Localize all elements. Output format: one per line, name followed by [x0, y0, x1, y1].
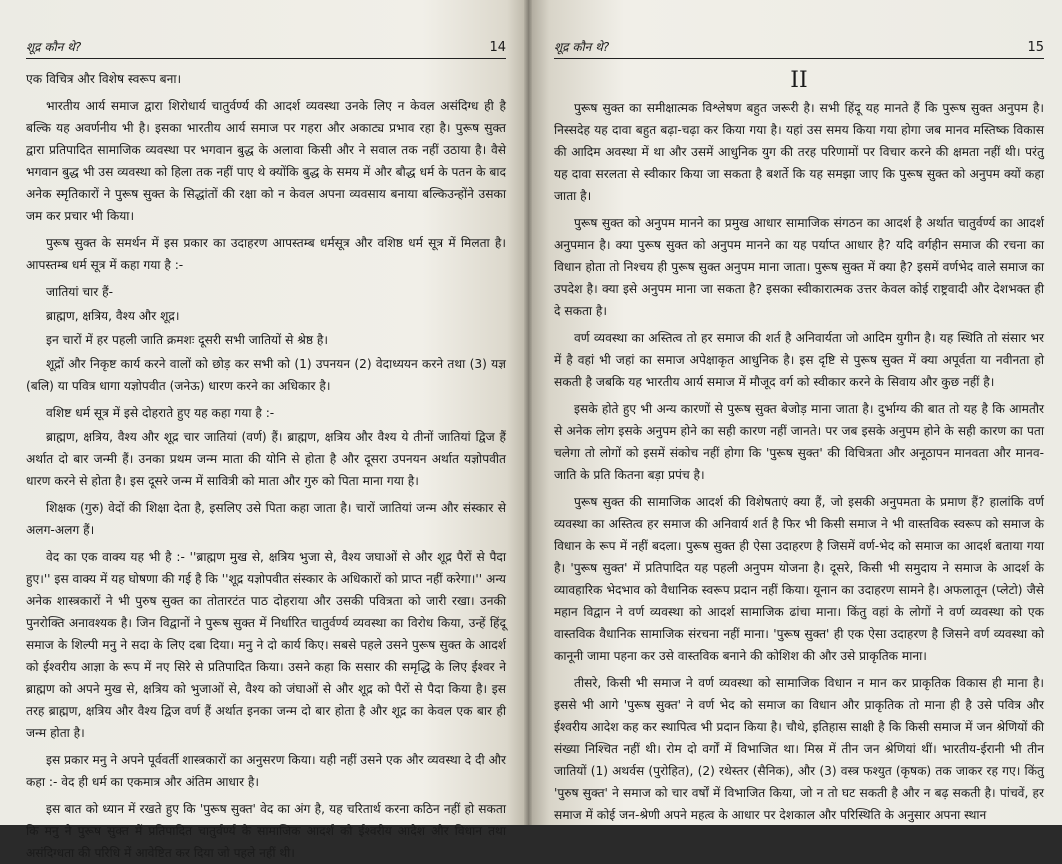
paragraph: इस प्रकार मनु ने अपने पूर्ववर्ती शास्त्रकारों का अनुसरण किया। यही नहीं उसने एक और व्यवस्था दे दी और कहा :- वेद ही धर्म का एकमात्र और अंतिम आधार है।: [26, 753, 506, 789]
paragraph: वशिष्ट धर्म सूत्र में इसे दोहराते हुए यह कहा गया है :-: [46, 406, 275, 420]
right-running-title: शूद्र कौन थे?: [554, 40, 610, 54]
paragraph: इसके होते हुए भी अन्य कारणों से पुरूष सुक्त बेजोड़ माना जाता है। दुर्भाग्य की बात तो यह है कि आमतौर से अनेक लोग इसके अनुपम होने का सही कारण नहीं जानते। पर जब इसके अनुपम होने के सही कारण का पता चलेगा तो लोगों को इसमें संकोच नहीं होगा कि 'पुरूष सुक्त' की विचित्रता और अनूठापन मानवता और मानव-जाति के प्रति कितना बड़ा प्रपंच है।: [554, 402, 1044, 482]
paragraph: शिक्षक (गुरु) वेदों की शिक्षा देता है, इसलिए उसे पिता कहा जाता है। चारों जातियां जन्म और संस्कार से अलग-अलग हैं।: [26, 501, 506, 537]
paragraph: इस बात को ध्यान में रखते हुए कि 'पुरूष सुक्त' वेद का अंग है, यह चरितार्थ करना कठिन नहीं हो सकता कि मनु ने पुरूष सुक्त में प्रतिपादित चातुर्वर्ण्य के सामाजिक आदर्श को ईश्वरीय आदेश और विधान तथा असंदिग्धता की परिधि में आवेष्टित कर दिया जो पहले नहीं थी।: [26, 802, 506, 860]
paragraph: पुरूष सुक्त को अनुपम मानने का प्रमुख आधार सामाजिक संगठन का आदर्श है अर्थात चातुर्वर्ण्य का आदर्श अनुपमान है। क्या पुरूष सुक्त को अनुपम मानने का यह पर्याप्त आधार है? यदि वर्गहीन समाज की रचना का विधान होता तो निश्चय ही पुरूष सुक्त अनुपम माना जाता। पुरूष सुक्त में क्या है? इसमें वर्णभेद वाले समाज का उपदेश है। क्या इसे अनुपम माना जा सकता है? इसका स्वीकारात्मक उत्तर केवल कोई राष्ट्रवादी और देशभक्त ही दे सकता है।: [554, 216, 1044, 318]
right-page: [528, 0, 1062, 825]
paragraph: पुरूष सुक्त की सामाजिक आदर्श की विशेषताएं क्या हैं, जो इसकी अनुपमता के प्रमाण हैं? हालांकि वर्ण व्यवस्था का अस्तित्व हर समाज की अनिवार्य शर्त है फिर भी किसी समाज ने भी वास्तविक स्वरूप को समाज के विधान के रूप में नहीं बदला। पुरूष सुक्त ही ऐसा उदाहरण है जिसमें वर्ण-भेद को समाज का आदर्श बताया गया है। 'पुरूष सुक्त' में प्रतिपादित यह पहली अनुपम योजना है। दूसरे, किसी भी समुदाय ने समाज के आदर्श के व्यावहारिक भेदभाव को वैधानिक स्वरूप प्रदान नहीं किया। यूनान का उदाहरण सामने है। अफलातून (प्लेटो) जैसे महान विद्वान ने वर्ण व्यवस्था को आदर्श सामाजिक ढांचा माना। किंतु वहां के लोगों ने वर्ण व्यवस्था को एक वास्तविक वैधानिक सामाजिक संरचना नहीं माना। 'पुरूष सुक्त' ही एक ऐसा उदाहरण है जिसने वर्ण व्यवस्था को कानूनी जामा पहना कर उसे वास्तविक बनाने की कोशिश की और उसे प्राकृतिक माना।: [554, 495, 1044, 663]
left-page: [0, 0, 528, 860]
paragraph: वर्ण व्यवस्था का अस्तित्व तो हर समाज की शर्त है अनिवार्यता जो आदिम युगीन है। यह स्थिति तो संसार भर में है वहां भी जहां का समाज अपेक्षाकृत आधुनिक है। इस दृष्टि से पुरूष सुक्त में क्या अपूर्वता या नवीनता हो सकती है जबकि यह भारतीय आर्य समाज में मौजूद वर्ग को स्वीकार करने के सिवाय और कुछ नहीं है।: [554, 331, 1044, 389]
paragraph: पुरूष सुक्त का समीक्षात्मक विश्लेषण बहुत जरूरी है। सभी हिंदू यह मानते हैं कि पुरूष सुक्त अनुपम है। निस्सदेह यह दावा बहुत बढ़ा-चढ़ा कर किया गया है। यहां उस समय किया गया होगा जब मानव मस्तिष्क विकास की आदिम अवस्था में था और उसमें आधुनिक युग की तरह परिणामों पर विचार करने की क्षमता नहीं थी। परंतु यह दावा सरलता से स्वीकार किया जा सकता है बशर्ते कि यह समझा जाए कि पुरूष सुक्त को अनुपम क्यों कहा जाता है।: [554, 101, 1044, 203]
right-page-text: [554, 97, 1044, 826]
left-running-head: [26, 38, 506, 59]
paragraph: जातियां चार हैं-: [46, 285, 114, 299]
paragraph: शूद्रों और निकृष्ट कार्य करने वालों को छोड़ कर सभी को (1) उपनयन (2) वेदाध्ययन करने तथा (3) यज्ञ (बलि) या पवित्र धागा यज्ञोपवीत (जनेऊ) धारण करने का अधिकार है।: [26, 357, 506, 393]
chapter-heading: II: [790, 68, 808, 93]
paragraph: तीसरे, किसी भी समाज ने वर्ण व्यवस्था को सामाजिक विधान न मान कर प्राकृतिक विकास ही माना है। इससे भी आगे 'पुरूष सुक्त' ने वर्ण भेद को समाज का विधान और प्राकृतिक तो माना ही है उसे पवित्र और ईश्वरीय आदेश कह कर स्थापित्व भी प्रदान किया है। चौथे, इतिहास साक्षी है कि किसी समाज में जन श्रेणियों की संख्या निश्चित नहीं थी। रोम दो वर्गों में विभाजित था। मिस्र में तीन जन श्रेणियां थीं। भारतीय-ईरानी भी तीन जातियों (1) अथर्वस (पुरोहित), (2) रथेस्तर (सैनिक), और (3) वस्त्र फश्युत (कृषक) तक जाकर रह गए। किंतु 'पुरुष सुक्त' ने समाज को चार वर्षों में विभाजित किया, जो न तो घट सकती है और न बढ़ सकती है। पांचवें, हर समाज में कोई जन-श्रेणी अपने महत्व के आधार पर देशकाल और परिस्थिति के अनुसार अपना स्थान: [554, 676, 1044, 822]
right-running-head: [554, 38, 1044, 59]
paragraph: एक विचित्र और विशेष स्वरूप बना।: [26, 72, 182, 86]
left-page-number: 14: [489, 40, 506, 55]
right-page-number: 15: [1027, 40, 1044, 55]
paragraph: भारतीय आर्य समाज द्वारा शिरोधार्य चातुर्वर्ण्य की आदर्श व्यवस्था उनके लिए न केवल असंदिग्ध ही है बल्कि यह अवर्णनीय भी है। इसका भारतीय आर्य समाज पर गहरा और अकाट्य प्रभाव रहा है। पुरूष सुक्त द्वारा प्रतिपादित सामाजिक व्यवस्था पर भगवान बुद्ध के अलावा किसी और ने सवाल तक नहीं उठाया है। वैसे भगवान बुद्ध भी उस व्यवस्था को हिला तक नहीं पाए थे क्योंकि बुद्ध के समय में और बौद्ध धर्म के पतन के बाद अनेक स्मृतिकारों ने पुरूष सुक्त के सिद्धांतों की रक्षा को न केवल अपना व्यवसाय बनाया बल्किउन्होंने उसका जम कर प्रचार भी किया।: [26, 99, 506, 223]
left-running-title: शूद्र कौन थे?: [26, 40, 82, 54]
left-page-text: [26, 68, 506, 864]
book-gutter: [524, 0, 532, 825]
paragraph: इन चारों में हर पहली जाति क्रमशः दूसरी सभी जातियों से श्रेष्ठ है।: [46, 333, 329, 347]
paragraph: पुरूष सुक्त के समर्थन में इस प्रकार का उदाहरण आपस्तम्ब धर्मसूत्र और वशिष्ठ धर्म सूत्र में मिलता है। आपस्तम्ब धर्म सूत्र में कहा गया है :-: [26, 236, 506, 272]
paragraph: ब्राह्मण, क्षत्रिय, वैश्य और शूद्र चार जातियां (वर्ण) हैं। ब्राह्मण, क्षत्रिय और वैश्य ये तीनों जातियां द्विज हैं अर्थात दो बार जन्मी हैं। उनका प्रथम जन्म माता की योनि से होता है और दूसरा उपनयन अर्थात यज्ञोपवीत धारण करने से होता है। इस दूसरे जन्म में सावित्री को माता और गुरु को पिता माना गया है।: [26, 430, 506, 488]
paragraph: ब्राह्मण, क्षत्रिय, वैश्य और शूद्र।: [46, 309, 180, 323]
paragraph: वेद का एक वाक्य यह भी है :- ''ब्राह्मण मुख से, क्षत्रिय भुजा से, वैश्य जघाओं से और शूद्र पैरों से पैदा हुए।'' इस वाक्य में यह घोषणा की गई है कि ''शूद्र यज्ञोपवीत संस्कार के अधिकारों को प्राप्त नहीं करेगा।'' अन्य अनेक शास्त्रकारों ने भी पुरुष सुक्त का तोतारटंत पाठ दोहराया और उसकी पवित्रता को जारी रखा। उनकी पुनरोक्ति अनावश्यक है। जिन विद्वानों ने पुरूष सुक्त में निर्धारित चातुर्वर्ण्य व्यवस्था का विरोध किया, उन्हें हिंदू समाज के शिल्पी मनु ने सदा के लिए दबा दिया। मनु ने दो कार्य किए। सबसे पहले उसने पुरूष सुक्त के आदर्श को ईश्वरीय आज्ञा के रूप में नए सिरे से प्रतिपादित किया। उसने कहा कि ससार की समृद्धि के लिए ईश्वर ने ब्राह्मण को अपने मुख से, क्षत्रिय को भुजाओं से, वैश्य को जंघाओं से और शूद्र को पैरों से पैदा किया है। इस तरह ब्राह्मण, क्षत्रिय और वैश्य द्विज वर्ण हैं अर्थात इनका जन्म दो बार होता है और शूद्र का केवल एक बार ही जन्म होता है।: [26, 550, 506, 740]
